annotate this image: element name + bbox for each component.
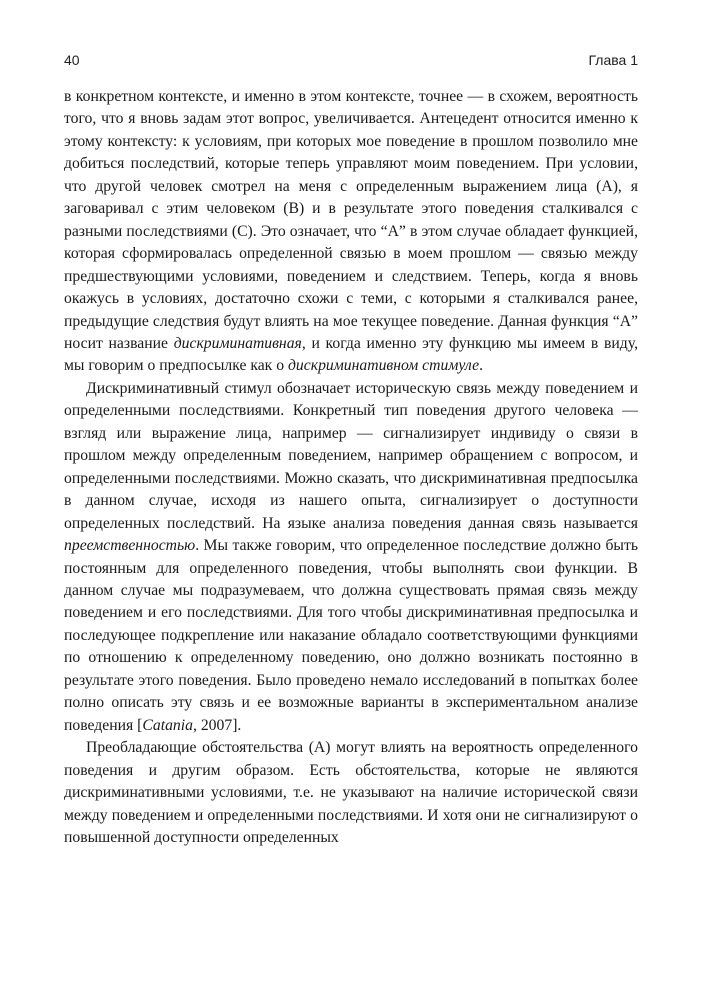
page-number: 40 [64, 52, 80, 68]
italic-term: дискриминативном стимуле [287, 357, 480, 375]
book-page [64, 52, 638, 849]
paragraph [64, 737, 638, 849]
text-run: . Мы также говорим, что определенное последствие должно быть постоянным для определенного поведения, чтобы выполнять свои функции. В данном случае мы подразумеваем, что должна существовать прямая связь между поведением и его последствиями. Для того чтобы дискриминативная предпосылка и последующее подкрепление или наказание обладало соответствующими функциями по отношению к определенному поведению, оно должно возникать постоянно в результате этого поведения. Было проведено немало исследований в попытках более полно описать эту связь и ее возможные варианты в экспериментальном анализе поведения [ [64, 537, 638, 734]
text-run: Преобладающие обстоятельства (А) могут влиять на вероятность определенного поведения и другим образом. Есть обстоятельства, которые не являются дискриминативными условиями, т.е. не указывают на наличие исторической связи между поведением и определенными последствиями. И хотя они не сигнализируют о повышенной доступности определенных [64, 739, 638, 846]
italic-term: преемственностью [64, 537, 196, 555]
text-run: в конкретном контексте, и именно в этом контексте, точнее — в схожем, вероятность того, что я вновь задам этот вопрос, увеличивается. Антецедент относится именно к этому контексту: к условиям, при которых мое поведение в прошлом позволило мне добиться последствий, которые теперь управляют моим поведением. При условии, что другой человек смотрел на меня с определенным выражением лица (А), я заговаривал с этим человеком (В) и в результате этого поведения сталкивался с разными последствиями (С). Это означает, что “А” в этом случае обладает функцией, которая сформировалась определенной связью в моем прошлом — связью между предшествующими условиями, поведением и следствием. Теперь, когда я вновь окажусь в условиях, достаточно схожи с теми, с которыми я сталкивался ранее, предыдущие следствия будут влиять на мое текущее поведение. Данная функция “А” носит название [64, 88, 638, 352]
text-run: , 2007]. [192, 716, 242, 734]
chapter-title: Глава 1 [588, 52, 638, 68]
text-run: , и когда именно эту функцию мы имеем в виду, мы говорим о предпосылке как о [64, 334, 638, 375]
text-run: Дискриминативный стимул обозначает историческую связь между поведением и определенными последствиями. Конкретный тип поведения другого человека — взгляд или выражение лица, например — сигнализирует индивиду о связи в прошлом между определенным поведением, например обращением с вопросом, и определенными последствиями. Можно сказать, что дискриминативная предпосылка в данном случае, исходя из нашего опыта, сигнализирует о доступности определенных последствий. На языке анализа поведения данная связь называется [64, 379, 638, 532]
italic-term: Catania [142, 716, 193, 734]
paragraph [64, 86, 638, 378]
paragraph [64, 378, 638, 737]
italic-term: дискриминативная [173, 334, 302, 352]
body-text [64, 86, 638, 849]
running-head [64, 52, 638, 76]
text-run: . [479, 357, 483, 375]
